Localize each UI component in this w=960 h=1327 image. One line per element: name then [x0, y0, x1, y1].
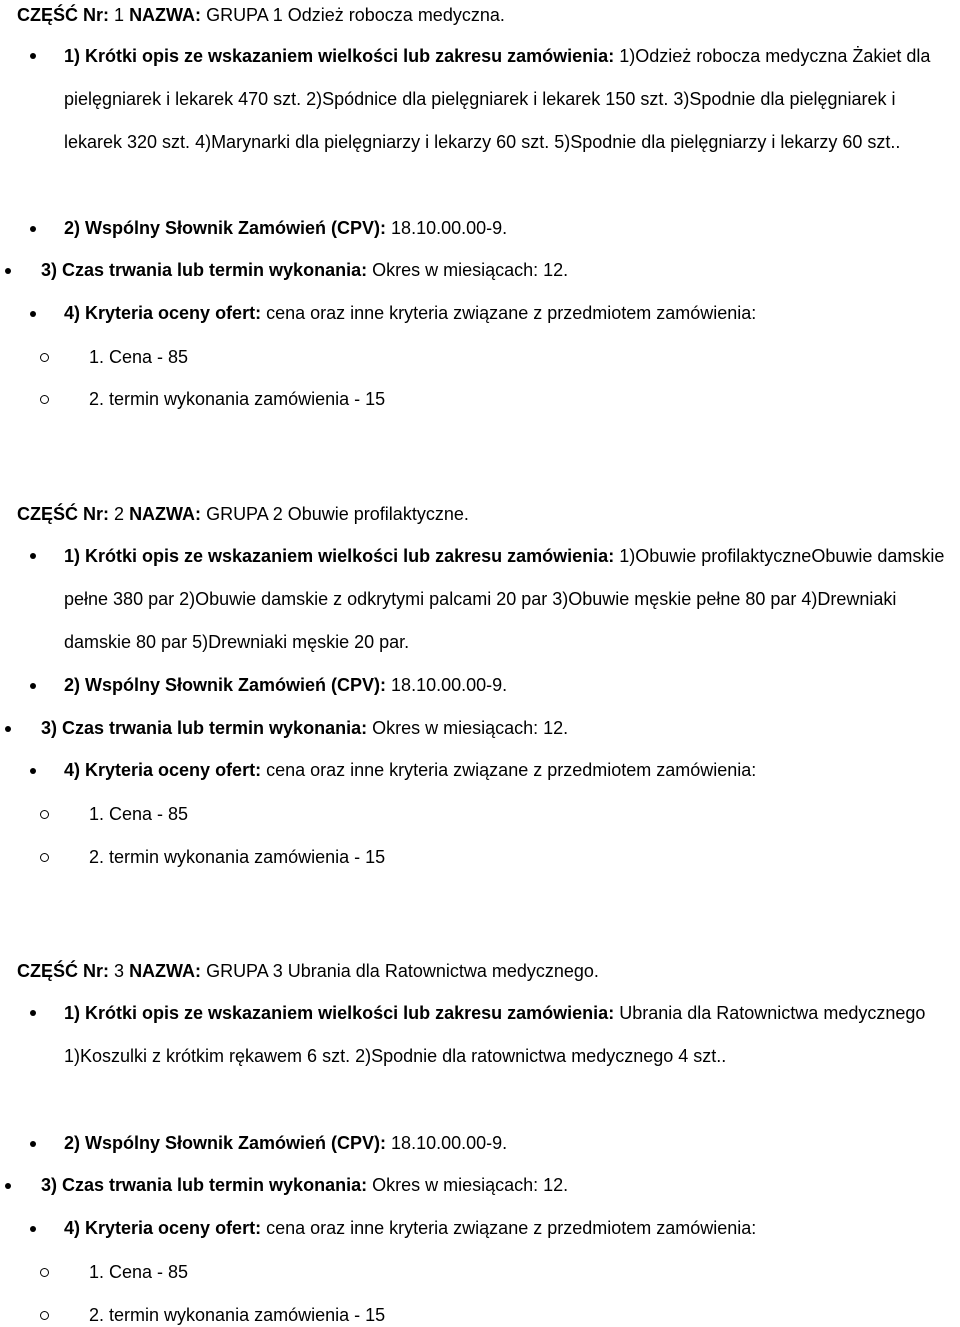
cpv-item — [64, 216, 507, 240]
description-text: profilaktyczneObuwie damskie pełne 380 par 2)Obuwie damskie z odkrytymi palcami 20 par — [64, 546, 945, 609]
description-text: 1)Obuwie — [619, 546, 697, 566]
bullet-icon — [30, 1010, 36, 1016]
description-text: 1)Odzież robocza — [619, 46, 761, 66]
criteria-subitem: 1. Cena - 85 — [89, 804, 189, 824]
bullet-icon — [30, 53, 36, 59]
description-label: 1) Krótki opis ze wskazaniem wielkości lub zakresu zamówienia: — [64, 1003, 615, 1023]
criteria-subitem: 2. termin wykonania zamówienia - 15 — [89, 1305, 386, 1325]
criteria-item — [64, 758, 756, 782]
duration-value: Okres w miesiącach: 12. — [372, 718, 569, 738]
description-text: szt.. — [693, 1046, 727, 1066]
name-label: NAZWA: — [129, 961, 202, 981]
cpv-item — [64, 673, 507, 697]
criteria-value: cena oraz inne kryteria związane z przedmiotem zamówienia: — [266, 760, 757, 780]
circle-bullet-icon — [40, 1268, 49, 1277]
bullet-icon — [30, 553, 36, 559]
description-text: 3)Obuwie męskie pełne 80 par 4)Drewniaki damskie 80 par 5)Drewniaki męskie 20 par. — [64, 589, 897, 652]
bullet-icon — [30, 1226, 36, 1232]
bullet-icon — [30, 1141, 36, 1147]
part-name: GRUPA 1 Odzież robocza medyczna. — [206, 5, 505, 25]
bullet-icon — [30, 311, 36, 317]
circle-bullet-icon — [40, 1311, 49, 1320]
cpv-item — [64, 1131, 507, 1155]
criteria-item — [64, 1216, 756, 1240]
description-text: Ubrania dla Ratownictwa — [619, 1003, 819, 1023]
criteria-subitem: 2. termin wykonania zamówienia - 15 — [89, 847, 386, 867]
bullet-icon — [30, 683, 36, 689]
name-label: NAZWA: — [129, 504, 202, 524]
duration-value: Okres w miesiącach: 12. — [372, 1175, 569, 1195]
description-item — [64, 35, 958, 164]
bullet-icon — [30, 768, 36, 774]
part-number: 1 — [114, 5, 125, 25]
part-label: CZĘŚĆ Nr: — [17, 961, 110, 981]
bullet-icon — [30, 226, 36, 232]
criteria-value: cena oraz inne kryteria związane z przedmiotem zamówienia: — [266, 1218, 757, 1238]
bullet-icon — [5, 268, 11, 274]
part-label: CZĘŚĆ Nr: — [17, 5, 110, 25]
circle-bullet-icon — [40, 810, 49, 819]
cpv-value: 18.10.00.00-9. — [391, 1133, 508, 1153]
criteria-item — [64, 301, 756, 325]
duration-label: 3) Czas trwania lub termin wykonania: — [41, 260, 368, 280]
duration-item — [41, 1173, 568, 1197]
circle-bullet-icon — [40, 353, 49, 362]
duration-item — [41, 716, 568, 740]
duration-item — [41, 258, 568, 282]
description-text: medyczna Żakiet dla pielęgniarek i lekarek 470 szt. 2)Spódnice dla pielęgniarek i lekarek 150 — [64, 46, 931, 109]
criteria-subitem: 2. termin wykonania zamówienia - 15 — [89, 389, 386, 409]
cpv-label: 2) Wspólny Słownik Zamówień (CPV): — [64, 675, 387, 695]
duration-label: 3) Czas trwania lub termin wykonania: — [41, 1175, 368, 1195]
part-name: GRUPA 3 Ubrania dla Ratownictwa medycznego. — [206, 961, 599, 981]
description-item — [64, 992, 958, 1078]
criteria-subitem: 1. Cena - 85 — [89, 1262, 189, 1282]
part-heading — [17, 502, 469, 526]
name-label: NAZWA: — [129, 5, 202, 25]
part-heading — [17, 3, 505, 27]
part-name: GRUPA 2 Obuwie profilaktyczne. — [206, 504, 469, 524]
circle-bullet-icon — [40, 395, 49, 404]
description-text: szt. 3)Spodnie dla pielęgniarek i lekarek 320 szt. 4)Marynarki dla pielęgniarzy i lekarzy 60 szt. — [64, 89, 896, 152]
cpv-value: 18.10.00.00-9. — [391, 218, 508, 238]
description-text: medycznego 1)Koszulki z krótkim rękawem 6 szt. 2)Spodnie dla ratownictwa medycznego 4 — [64, 1003, 926, 1066]
description-item — [64, 535, 958, 664]
duration-value: Okres w miesiącach: 12. — [372, 260, 569, 280]
duration-label: 3) Czas trwania lub termin wykonania: — [41, 718, 368, 738]
description-label: 1) Krótki opis ze wskazaniem wielkości lub zakresu zamówienia: — [64, 46, 615, 66]
cpv-label: 2) Wspólny Słownik Zamówień (CPV): — [64, 218, 387, 238]
description-text: 5)Spodnie dla pielęgniarzy i lekarzy 60 szt.. — [554, 132, 901, 152]
criteria-label: 4) Kryteria oceny ofert: — [64, 1218, 262, 1238]
cpv-label: 2) Wspólny Słownik Zamówień (CPV): — [64, 1133, 387, 1153]
part-heading — [17, 959, 599, 983]
criteria-subitem: 1. Cena - 85 — [89, 347, 189, 367]
criteria-value: cena oraz inne kryteria związane z przedmiotem zamówienia: — [266, 303, 757, 323]
bullet-icon — [5, 726, 11, 732]
criteria-label: 4) Kryteria oceny ofert: — [64, 760, 262, 780]
part-number: 2 — [114, 504, 125, 524]
circle-bullet-icon — [40, 853, 49, 862]
bullet-icon — [5, 1183, 11, 1189]
description-label: 1) Krótki opis ze wskazaniem wielkości lub zakresu zamówienia: — [64, 546, 615, 566]
cpv-value: 18.10.00.00-9. — [391, 675, 508, 695]
part-number: 3 — [114, 961, 125, 981]
part-label: CZĘŚĆ Nr: — [17, 504, 110, 524]
criteria-label: 4) Kryteria oceny ofert: — [64, 303, 262, 323]
